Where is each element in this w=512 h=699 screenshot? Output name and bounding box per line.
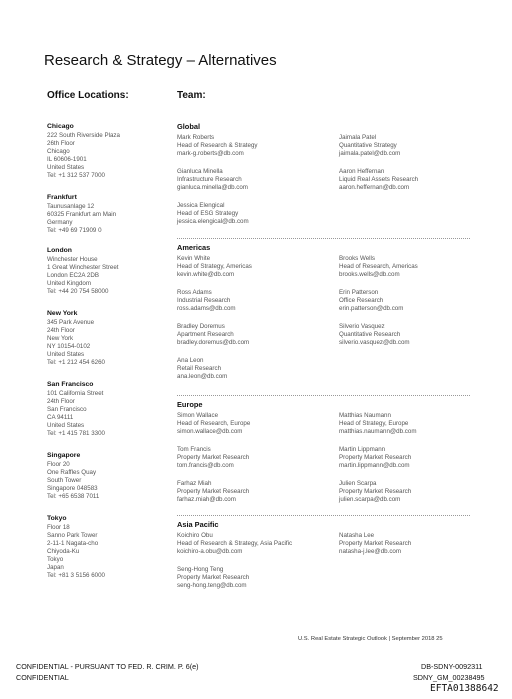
member-role: Property Market Research <box>339 540 412 547</box>
member-name: Aaron Heffernan <box>339 168 385 175</box>
office-block <box>47 122 167 180</box>
member-name: Simon Wallace <box>177 412 219 419</box>
member-name: Tom Francis <box>177 446 211 453</box>
office-city: Tokyo <box>47 515 67 522</box>
member-email[interactable]: bradley.doremus@db.com <box>177 339 250 346</box>
member-role: Head of ESG Strategy <box>177 210 239 217</box>
office-address-line: Tel: +1 415 781 3300 <box>47 430 105 437</box>
member-email[interactable]: koichiro-a.obu@db.com <box>177 548 243 555</box>
office-locations-heading: Office Locations: <box>47 90 129 101</box>
page-footer: U.S. Real Estate Strategic Outlook | September 2018 25 <box>298 636 443 642</box>
member-name: Natasha Lee <box>339 532 375 539</box>
region-heading: Europe <box>177 400 203 409</box>
member-role: Office Research <box>339 297 384 304</box>
office-address-line: 1 Great Winchester Street <box>47 264 119 271</box>
office-address-line: One Raffles Quay <box>47 469 97 476</box>
office-address-line: Tel: +1 212 454 6260 <box>47 359 105 366</box>
member-role: Head of Strategy, Europe <box>339 420 409 427</box>
office-address-line: 24th Floor <box>47 398 75 405</box>
office-address-line: 2-11-1 Nagata-cho <box>47 540 99 547</box>
office-address-line: 26th Floor <box>47 140 75 147</box>
region-divider <box>177 515 470 516</box>
region-divider <box>177 395 470 396</box>
office-block <box>47 246 167 296</box>
office-address-line: United States <box>47 164 85 171</box>
office-address-line: Tel: +65 6538 7011 <box>47 493 100 500</box>
member-email[interactable]: ross.adams@db.com <box>177 305 236 312</box>
member-role: Industrial Research <box>177 297 231 304</box>
office-address-line: Chicago <box>47 148 70 155</box>
member-name: Gianluca Minella <box>177 168 223 175</box>
office-address-line: Tokyo <box>47 556 64 563</box>
team-member <box>177 566 337 590</box>
office-address-line: San Francisco <box>47 406 87 413</box>
team-member <box>177 289 337 313</box>
team-member <box>177 532 337 556</box>
office-address-line: Sanno Park Tower <box>47 532 98 539</box>
member-name: Ross Adams <box>177 289 212 296</box>
member-email[interactable]: erin.patterson@db.com <box>339 305 404 312</box>
office-block <box>47 309 167 367</box>
office-address-line: United States <box>47 422 85 429</box>
member-email[interactable]: natasha-j.lee@db.com <box>339 548 402 555</box>
member-role: Property Market Research <box>177 454 250 461</box>
team-member <box>339 412 499 436</box>
member-email[interactable]: martin.lippmann@db.com <box>339 462 410 469</box>
office-city: Singapore <box>47 452 81 459</box>
office-address-line: South Tower <box>47 477 82 484</box>
confidential-notice: CONFIDENTIAL - PURSUANT TO FED. R. CRIM. P. 6(e) <box>16 662 199 671</box>
office-address-line: New York <box>47 335 74 342</box>
efta-number: EFTA01388642 <box>430 683 499 694</box>
region-heading: Global <box>177 122 200 131</box>
office-city: London <box>47 247 72 254</box>
member-email[interactable]: aaron.heffernan@db.com <box>339 184 410 191</box>
bates-number-db: DB-SDNY-0092311 <box>421 662 483 671</box>
member-email[interactable]: tom.francis@db.com <box>177 462 234 469</box>
team-member <box>177 323 337 347</box>
office-address-line: Tel: +44 20 754 58000 <box>47 288 109 295</box>
office-block <box>47 193 167 235</box>
member-name: Matthias Naumann <box>339 412 391 419</box>
member-email[interactable]: jessica.elengical@db.com <box>177 218 249 225</box>
member-name: Jessica Elengical <box>177 202 225 209</box>
member-name: Koichiro Obu <box>177 532 213 539</box>
office-address-line: Tel: +49 69 71909 0 <box>47 227 102 234</box>
member-role: Infrastructure Research <box>177 176 242 183</box>
member-role: Head of Research & Strategy <box>177 142 258 149</box>
office-address-line: United States <box>47 351 85 358</box>
office-address-line: CA 94111 <box>47 414 74 421</box>
member-role: Property Market Research <box>339 454 412 461</box>
member-name: Bradley Doremus <box>177 323 225 330</box>
office-address-line: Chiyoda-Ku <box>47 548 80 555</box>
team-member <box>339 255 499 279</box>
team-member <box>177 480 337 504</box>
member-role: Head of Strategy, Americas <box>177 263 252 270</box>
member-email[interactable]: ana.leon@db.com <box>177 373 228 380</box>
region-divider <box>177 238 470 239</box>
member-email[interactable]: farhaz.miah@db.com <box>177 496 236 503</box>
office-address-line: 222 South Riverside Plaza <box>47 132 120 139</box>
member-name: Jaimala Patel <box>339 134 377 141</box>
office-address-line: Tel: +81 3 5156 6000 <box>47 572 105 579</box>
office-address-line: Germany <box>47 219 73 226</box>
office-city: New York <box>47 310 78 317</box>
team-member <box>339 480 499 504</box>
team-member <box>339 446 499 470</box>
office-address-line: Floor 18 <box>47 524 70 531</box>
team-member <box>339 323 499 347</box>
member-name: Seng-Hong Teng <box>177 566 224 573</box>
member-role: Retail Research <box>177 365 222 372</box>
member-name: Farhaz Miah <box>177 480 212 487</box>
team-member <box>177 202 337 226</box>
member-name: Brooks Wells <box>339 255 375 262</box>
member-email[interactable]: kevin.white@db.com <box>177 271 235 278</box>
team-member <box>339 532 499 556</box>
member-role: Liquid Real Assets Research <box>339 176 419 183</box>
office-address-line: Floor 20 <box>47 461 70 468</box>
member-email[interactable]: seng-hong.teng@db.com <box>177 582 247 589</box>
office-address-line: Singapore 048583 <box>47 485 98 492</box>
team-member <box>177 412 337 436</box>
member-role: Property Market Research <box>339 488 412 495</box>
team-member <box>177 446 337 470</box>
office-address-line: Taunusanlage 12 <box>47 203 95 210</box>
office-address-line: IL 60606-1901 <box>47 156 87 163</box>
region-heading: Asia Pacific <box>177 520 219 529</box>
page-title: Research & Strategy – Alternatives <box>44 52 277 69</box>
team-member <box>339 289 499 313</box>
member-role: Apartment Research <box>177 331 234 338</box>
region-heading: Americas <box>177 243 211 252</box>
office-city: Chicago <box>47 123 74 130</box>
member-role: Head of Research, Americas <box>339 263 418 270</box>
team-member <box>339 168 499 192</box>
office-address-line: 345 Park Avenue <box>47 319 95 326</box>
member-email[interactable]: gianluca.minella@db.com <box>177 184 248 191</box>
member-email[interactable]: brooks.wells@db.com <box>339 271 400 278</box>
member-role: Head of Research & Strategy, Asia Pacific <box>177 540 293 547</box>
office-block <box>47 451 167 501</box>
member-name: Ana Leon <box>177 357 204 364</box>
office-block <box>47 380 167 438</box>
member-email[interactable]: matthias.naumann@db.com <box>339 428 417 435</box>
office-address-line: United Kingdom <box>47 280 92 287</box>
member-email[interactable]: silverio.vasquez@db.com <box>339 339 410 346</box>
member-role: Quantitative Strategy <box>339 142 397 149</box>
office-address-line: 101 California Street <box>47 390 104 397</box>
team-member <box>177 168 337 192</box>
team-member <box>177 357 337 381</box>
office-city: Frankfurt <box>47 194 77 201</box>
member-email[interactable]: simon.wallace@db.com <box>177 428 243 435</box>
office-address-line: 60325 Frankfurt am Main <box>47 211 117 218</box>
office-address-line: Winchester House <box>47 256 98 263</box>
office-address-line: Japan <box>47 564 64 571</box>
confidential-label: CONFIDENTIAL <box>16 673 69 682</box>
member-name: Silverio Vasquez <box>339 323 385 330</box>
member-role: Quantitative Research <box>339 331 401 338</box>
office-block <box>47 514 167 580</box>
member-email[interactable]: jaimala.patel@db.com <box>339 150 401 157</box>
member-name: Kevin White <box>177 255 211 262</box>
team-heading: Team: <box>177 90 206 101</box>
office-address-line: 24th Floor <box>47 327 75 334</box>
member-email[interactable]: julien.scarpa@db.com <box>339 496 401 503</box>
team-member <box>339 134 499 158</box>
member-role: Head of Research, Europe <box>177 420 251 427</box>
member-name: Martin Lippmann <box>339 446 386 453</box>
office-address-line: NY 10154-0102 <box>47 343 91 350</box>
member-email[interactable]: mark-g.roberts@db.com <box>177 150 244 157</box>
office-address-line: Tel: +1 312 537 7000 <box>47 172 105 179</box>
member-name: Mark Roberts <box>177 134 215 141</box>
office-city: San Francisco <box>47 381 94 388</box>
office-address-line: London EC2A 2DB <box>47 272 99 279</box>
team-member <box>177 134 337 158</box>
member-name: Julien Scarpa <box>339 480 377 487</box>
bates-number-sdny: SDNY_GM_00238495 <box>413 673 485 682</box>
member-name: Erin Patterson <box>339 289 379 296</box>
member-role: Property Market Research <box>177 488 250 495</box>
team-member <box>177 255 337 279</box>
member-role: Property Market Research <box>177 574 250 581</box>
